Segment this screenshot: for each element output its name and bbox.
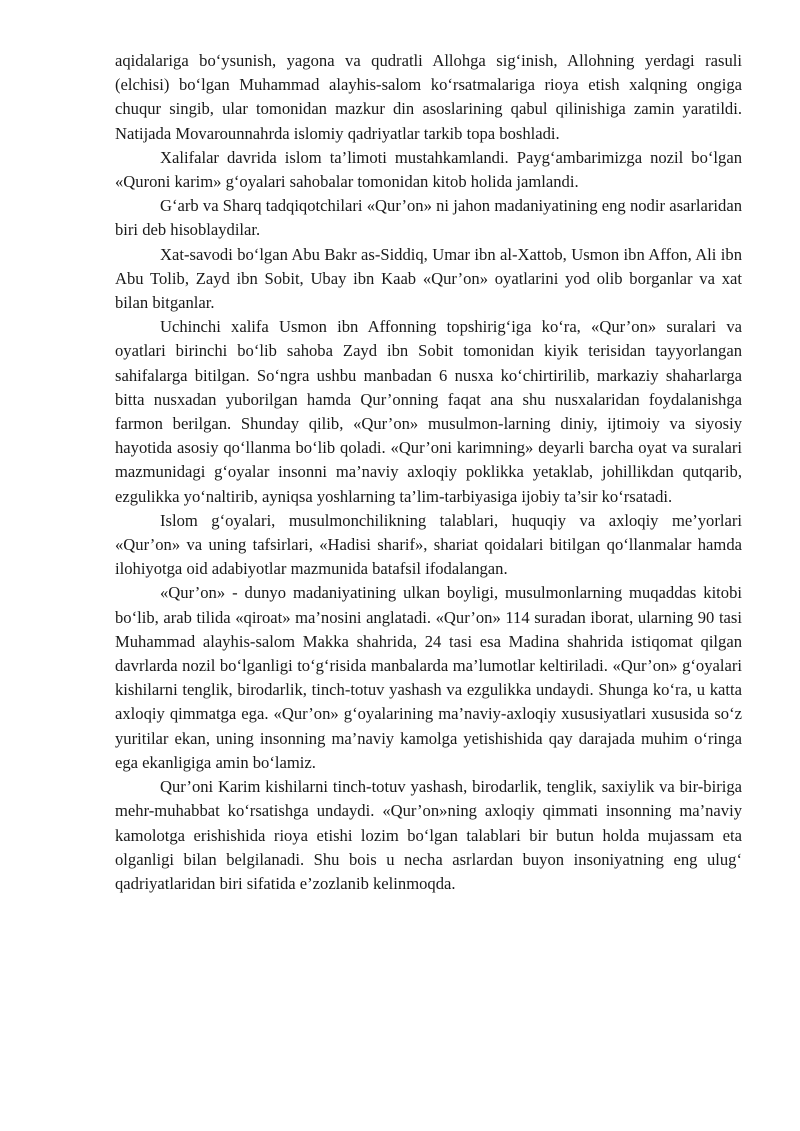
document-page	[115, 49, 742, 896]
paragraph-continuation: aqidalariga bo‘ysunish, yagona va qudratli Allohga sig‘inish, Allohning yerdagi rasuli (elchisi) bo‘lgan Muhammad alayhis-salom ko‘rsatmalariga rioya etish xalqning ongiga chuqur singib, ular tomonidan mazkur din asoslarining qabul qilinishiga zamin yaratildi. Natijada Movarounnahrda islomiy qadriyatlar tarkib topa boshladi.	[115, 51, 742, 143]
paragraph-quran-values: Qur’oni Karim kishilarni tinch-totuv yashash, birodarlik, tenglik, saxiylik va bir-biriga mehr-muhabbat ko‘rsatishga undaydi. «Qur’on»ning axloqiy qimmati insonning ma’naviy kamolotga erishishida rioya etishi lozim bo‘lgan talablari bir butun holda mujassam eta olganligi bilan belgilanadi. Shu bois u necha asrlardan buyon insoniyatning eng ulug‘ qadriyatlaridan biri sifatida e’zozlanib kelinmoqda.	[115, 777, 742, 893]
paragraph-usmon: Uchinchi xalifa Usmon ibn Affonning topshirig‘iga ko‘ra, «Qur’on» suralari va oyatlari birinchi bo‘lib sahoba Zayd ibn Sobit tomonidan kiyik terisidan tayyorlangan sahifalarga bitilgan. So‘ngra ushbu manbadan 6 nusxa ko‘chirtirilib, markaziy shaharlarga bitta nusxadan yuborilgan hamda Qur’onning faqat ana shu nusxalaridan foydalanishga farmon berilgan. Shunday qilib, «Qur’on» musulmon-larning diniy, ijtimoiy va siyosiy hayotida asosiy qo‘llanma bo‘lib qoladi. «Qur’oni karimning» deyarli barcha oyat va suralari mazmunidagi g‘oyalar insonni ma’naviy axloqiy poklikka yetaklab, johillikdan qutqarib, ezgulikka yo‘naltirib, ayniqsa yoshlarning ta’lim-tarbiyasiga ijobiy ta’sir ko‘rsatadi.	[115, 317, 742, 506]
paragraph-quran-heritage: «Qur’on» - dunyo madaniyatining ulkan boyligi, musulmonlarning muqaddas kitobi bo‘lib, arab tilida «qiroat» ma’nosini anglatadi. «Qur’on» 114 suradan iborat, ularning 90 tasi Muhammad alayhis-salom Makka shahrida, 24 tasi esa Madina shahrida istiqomat qilgan davrlarda nozil bo‘lganligi to‘g‘risida manbalarda ma’lumotlar keltiriladi. «Qur’on» g‘oyalari kishilarni tenglik, birodarlik, tinch-totuv yashash va ezgulikka undaydi. Shunga ko‘ra, u katta axloqiy qimmatga ega. «Qur’on» g‘oyalarining ma’naviy-axloqiy xususiyatlari xususida so‘z yuritilar ekan, uning insonning ma’naviy kamolga yetishishida qay darajada muhim o‘ringa ega ekanligiga amin bo‘lamiz.	[115, 583, 742, 772]
paragraph-companions: Xat-savodi bo‘lgan Abu Bakr as-Siddiq, Umar ibn al-Xattob, Usmon ibn Affon, Ali ibn Abu Tolib, Zayd ibn Sobit, Ubay ibn Kaab «Qur’on» oyatlarini yod olib borganlar va xat bilan bitganlar.	[115, 244, 742, 313]
paragraph-caliphs: Xalifalar davrida islom ta’limoti mustahkamlandi. Payg‘ambarimizga nozil bo‘lgan «Quroni karim» g‘oyalari sahobalar tomonidan kitob holida jamlandi.	[115, 147, 742, 192]
paragraph-researchers: G‘arb va Sharq tadqiqotchilari «Qur’on» ni jahon madaniyatining eng nodir asarlaridan biri deb hisoblaydilar.	[115, 196, 742, 240]
paragraph-islam-ideas: Islom g‘oyalari, musulmonchilikning talablari, huquqiy va axloqiy me’yorlari «Qur’on» va uning tafsirlari, «Hadisi sharif», shariat qoidalari bitilgan qo‘llanmalar hamda ilohiyotga oid adabiyotlar mazmunida batafsil ifodalangan.	[115, 510, 742, 579]
